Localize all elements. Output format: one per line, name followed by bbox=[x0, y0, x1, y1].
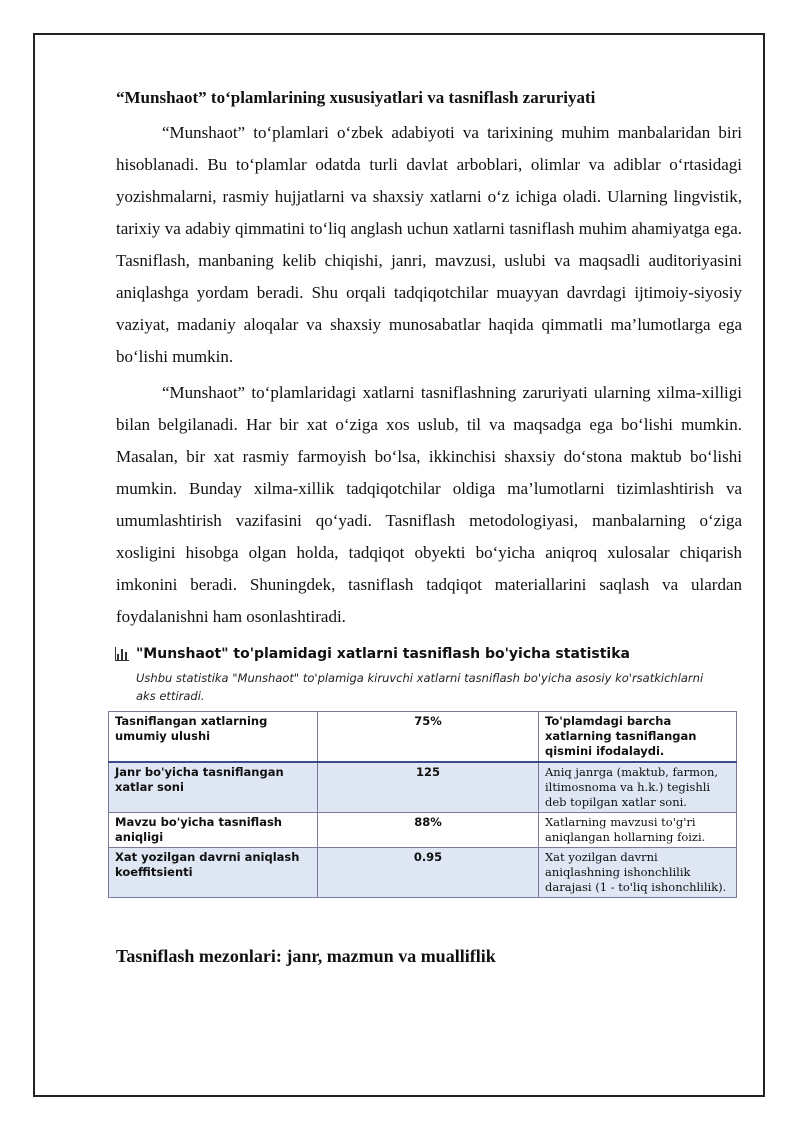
section-heading: Tasniflash mezonlari: janr, mazmun va mualliflik bbox=[116, 946, 496, 966]
table-row bbox=[109, 848, 737, 898]
value-cell: 75% bbox=[318, 712, 539, 763]
value-cell: 0.95 bbox=[318, 848, 539, 898]
value-cell: 88% bbox=[318, 813, 539, 848]
paragraph: “Munshaot” to‘plamlari o‘zbek adabiyoti va tarixining muhim manbalaridan biri hisoblanadi. Bu to‘plamlar odatda turli davlat arboblari, olimlar va adiblar o‘rtasidagi yozishmalarni, rasmiy hujjatlarni va shaxsiy xatlarni o‘z ichiga oladi. Ularning lingvistik, tarixiy va adabiy qimmatini to‘liq anglash uchun xatlarni tasniflash muhim ahamiyatga ega. Tasniflash, manbaning kelib chiqishi, janri, mavzusi, uslubi va maqsadli auditoriyasini aniqlashga yordam beradi. Shu orqali tadqiqotchilar muayyan davrdagi ijtimoiy-siyosiy vaziyat, madaniy aloqalar va shaxsiy munosabatlar haqida qimmatli ma’lumotlarga ega bo‘lishi mumkin. bbox=[116, 123, 742, 366]
statistics-table bbox=[108, 711, 737, 898]
document-body bbox=[116, 84, 742, 985]
table-row bbox=[109, 712, 737, 763]
page-heading: “Munshaot” to‘plamlarining xususiyatlari va tasniflash zaruriyati bbox=[116, 88, 596, 107]
statistics-title-row bbox=[115, 643, 742, 665]
value-cell: 125 bbox=[318, 762, 539, 813]
table-row bbox=[109, 813, 737, 848]
table-row bbox=[109, 762, 737, 813]
metric-cell: Janr bo'yicha tasniflangan xatlar soni bbox=[109, 762, 318, 813]
note-cell: Xat yozilgan davrni aniqlashning ishonchlilik darajasi (1 - to'liq ishonchlilik). bbox=[539, 848, 737, 898]
statistics-title: "Munshaot" to'plamidagi xatlarni tasniflash bo'yicha statistika bbox=[136, 646, 630, 662]
note-cell: To'plamdagi barcha xatlarning tasniflangan qismini ifodalaydi. bbox=[539, 712, 737, 763]
metric-cell: Mavzu bo'yicha tasniflash aniqligi bbox=[109, 813, 318, 848]
note-cell: Aniq janrga (maktub, farmon, iltimosnoma va h.k.) tegishli deb topilgan xatlar soni. bbox=[539, 762, 737, 813]
note-cell: Xatlarning mavzusi to'g'ri aniqlangan hollarning foizi. bbox=[539, 813, 737, 848]
paragraph: “Munshaot” to‘plamlaridagi xatlarni tasniflashning zaruriyati ularning xilma-xilligi bilan belgilanadi. Har bir xat o‘ziga xos uslub, til va maqsadga ega bo‘lishi mumkin. Masalan, bir xat rasmiy farmoyish bo‘lsa, ikkinchisi shaxsiy do‘stona maktub bo‘lishi mumkin. Bunday xilma-xillik tadqiqotchilar oldiga ma’lumotlarni tizimlashtirish va umumlashtirish vazifasini qo‘yadi. Tasniflash metodologiyasi, manbalarning o‘ziga xosligini hisobga olgan holda, tadqiqot obyekti bo‘yicha aniqroq xulosalar chiqarish imkonini beradi. Shuningdek, tasniflash tadqiqot materiallarini saqlash va ulardan foydalanishni ham osonlashtiradi. bbox=[116, 383, 742, 626]
bar-chart-icon bbox=[115, 647, 129, 661]
metric-cell: Xat yozilgan davrni aniqlash koeffitsienti bbox=[109, 848, 318, 898]
metric-cell: Tasniflangan xatlarning umumiy ulushi bbox=[109, 712, 318, 763]
statistics-section bbox=[116, 643, 742, 898]
statistics-description: Ushbu statistika "Munshaot" to'plamiga kiruvchi xatlarni tasniflash bo'yicha asosiy ko'rsatkichlarni aks ettiradi. bbox=[136, 671, 704, 703]
